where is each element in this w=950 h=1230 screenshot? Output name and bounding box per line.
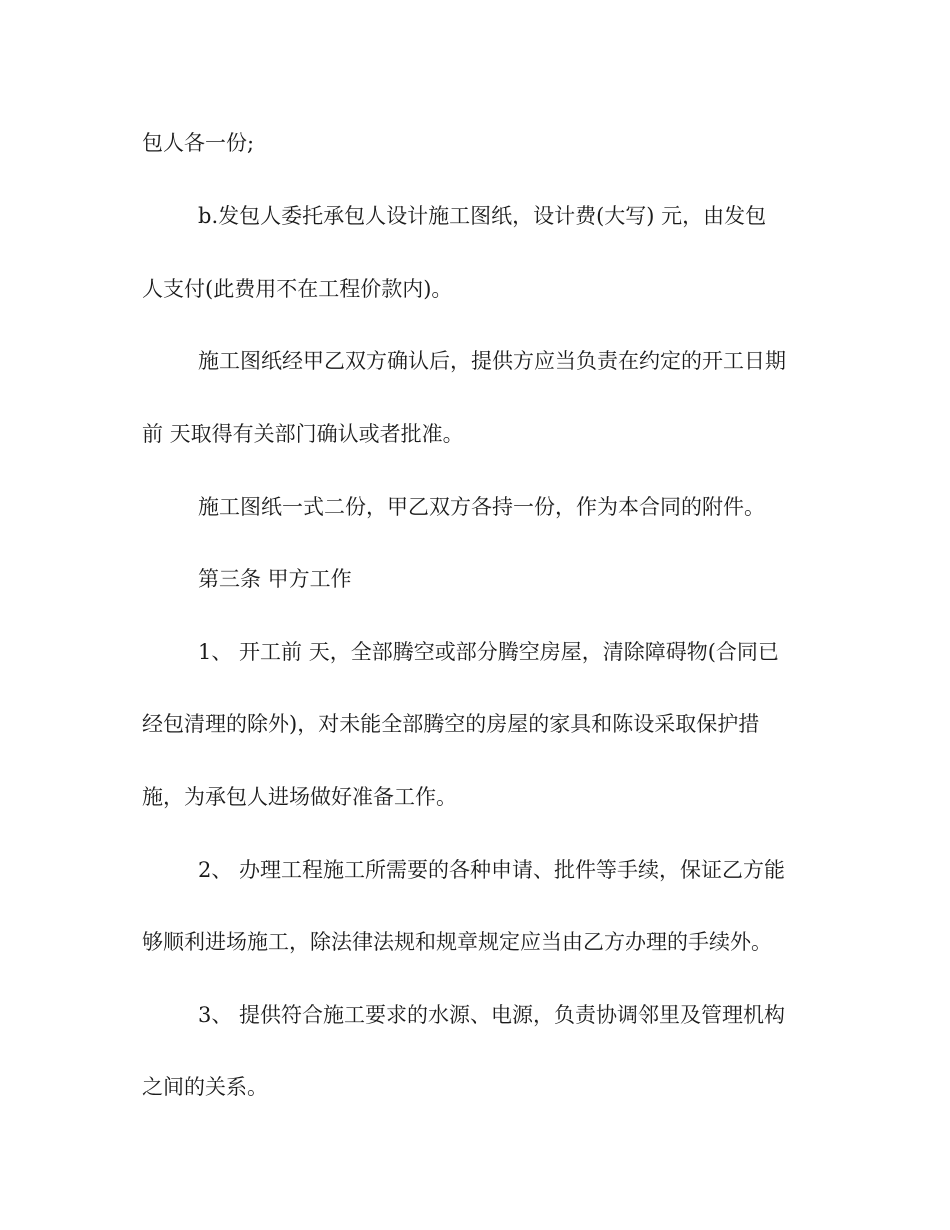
text-line: 够顺利进场施工，除法律法规和规章规定应当由乙方办理的手续外。 [142,930,772,954]
text-line: 施，为承包人进场做好准备工作。 [142,785,457,809]
text-line: b.发包人委托承包人设计施工图纸，设计费(大写) 元，由发包 [198,204,767,228]
text-line: 之间的关系。 [142,1075,268,1099]
text-line: 2、 办理工程施工所需要的各种申请、批件等手续，保证乙方能 [198,858,786,882]
text-line: 1、 开工前 天，全部腾空或部分腾空房屋，清除障碍物(合同已 [198,640,779,664]
text-line: 包人各一份; [142,131,255,155]
text-line: 施工图纸经甲乙双方确认后，提供方应当负责在约定的开工日期 [198,349,786,373]
text-line: 前 天取得有关部门确认或者批准。 [142,422,464,446]
text-line: 施工图纸一式二份，甲乙双方各持一份，作为本合同的附件。 [198,495,765,519]
text-line: 3、 提供符合施工要求的水源、电源，负责协调邻里及管理机构 [198,1003,786,1027]
text-line: 经包清理的除外)，对未能全部腾空的房屋的家具和陈设采取保护措 [142,712,760,736]
section-heading: 第三条 甲方工作 [198,567,352,591]
text-line: 人支付(此费用不在工程价款内)。 [142,277,453,301]
